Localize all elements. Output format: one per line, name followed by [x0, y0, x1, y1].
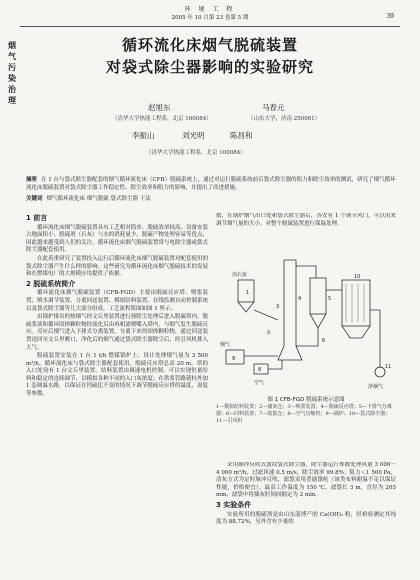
- right-column-top: [216, 213, 396, 245]
- bag-filter: [342, 280, 370, 326]
- air-label: 空气: [254, 380, 265, 386]
- label-8: 8: [258, 367, 262, 373]
- affiliation-3: （清华大学热能工程系，北京 100084）: [146, 150, 246, 156]
- page-number: 39: [386, 13, 394, 20]
- page-header: [20, 4, 400, 27]
- label-11: 11: [385, 364, 392, 370]
- author-1: 赵旭东: [148, 103, 171, 112]
- section-3-heading: 3 实验条件: [216, 500, 252, 509]
- figure-legend: 1—模拟给料装置；2—储灰仓；3—喷浆装置；4—脱硫反应塔；5—下排气分离器；6—回料装置；7—收集仓；8—空气压缩机；9—锅炉；10—袋式除尘器；11—引风机: [216, 404, 392, 424]
- abstract-label: 摘要: [26, 177, 38, 183]
- label-4: 4: [298, 296, 302, 302]
- process-diagram: [218, 250, 396, 392]
- section-tag: 烟气污染治理: [8, 41, 16, 105]
- affiliation-2: （山东大学，济南 250061）: [248, 116, 321, 122]
- flue-gas-label: 烟气: [220, 342, 231, 348]
- section-1-heading: 1 前言: [26, 214, 48, 222]
- right-column-bottom: [216, 462, 396, 574]
- clean-gas-label: 净烟气: [368, 384, 384, 390]
- author-3: 李振山: [132, 131, 155, 140]
- outlet-duct: [296, 266, 316, 278]
- lime-label: 消石灰: [232, 272, 248, 278]
- label-10: 10: [354, 274, 361, 280]
- paragraph: 采用脉冲反吹式波纹袋式除尘器，除尘器运行参数处理风量 3 000～4 000 m³/h，过滤风速 0.5 m/s，除尘效率 99.8%；阻力＜1 500 Pa，清灰方式为定时脉冲反吹，滤袋采用普通涤纶（该类布料耐温不足以保证性能，价格便宜）。最高工作温度为 150 ℃，滤袋长 3 m，直径为 205 mm，滤袋中将插灰时间间隔定为 2 min。: [216, 462, 396, 499]
- paragraph: 脱硫装置安装在 1 台 1 t/h 燃煤锅炉上，设计处理烟气量为 3 500 m³/h，循环流化床与袋式除尘器配套使用。脱硫反应塔总高 20 m，塔的入口处设有 1 台文丘里装置。结料装置由调速电机控制，可以实现恒量给料和稳定的连续调节，以模拟各种不同的入口灰浓度；在供浆管路链柱外加 1 套调温水路，以保证在钙硫比不变的情况下调节脱硫反应塔的温度，湿度等参数。: [26, 353, 208, 398]
- abstract: [26, 176, 398, 192]
- label-6: 6: [322, 338, 326, 344]
- return-line: [296, 328, 318, 346]
- left-column: [26, 213, 208, 573]
- label-9: 9: [232, 356, 236, 362]
- article-title-line-1: 循环流化床烟气脱硫装置: [121, 36, 298, 54]
- separator-cone: [310, 314, 326, 328]
- figure-caption: 图 1 CFB-FGD 脱硫系统示意图: [267, 397, 345, 403]
- issue-info: 2005 年 10 月第 23 卷第 5 期: [171, 15, 249, 21]
- separator-cyclone: [310, 278, 326, 314]
- section-2-heading: 2 脱硫系统简介: [26, 279, 76, 288]
- paragraph: 在此着重研究了装置投入运行后循环流化床烟气脱硫装置对配套使用的袋式除尘器产生什么样的影响。这些研究为循环流化床烟气脱硫技术的发展和在燃煤电厂的大规模应用提供了依据。: [26, 255, 208, 278]
- paragraph: 循环流化床烟气脱硫装置具有工艺相对简单、脱硫效率较高、设备安装占地面积小、脱硫剂（石灰）与水的消耗量少、脱硫产物处理容易等优点，因此越来越受到人们的关注。循环流化床烟气脱硫装置常与电除尘器或袋式除尘器配套使用。: [26, 224, 208, 254]
- keywords: [26, 195, 398, 203]
- air-line: [268, 360, 282, 369]
- bag-filter-hopper: [342, 326, 370, 338]
- abstract-text: 在 1 台与袋式除尘器配套的烟气循环流化床（CFB）脱硫系统上，通过对运行脱硫系统前后袋式除尘器的阻力和除尘效率的测试，研究了烟气循环流化床脱硫装置对袋式除尘器工作稳定性、除尘效率和阻力的影响，并提出了改进措施。: [26, 177, 396, 191]
- paragraph: 由锅炉排出的热烟气经文丘里装置进行预除尘处理后进入脱硫塔内。脱硫浆液和循环固体颗粒物经流化后由再相滤喷嘴入塔内，与烟气发生脱硫反应。反应后烟气进入下排式分离装置，分离下来的固体颗粒物，通过回送装置送回至文丘里喉口，净化后的烟气通过袋式除尘器除尘后，经引风机排入大气。: [26, 314, 208, 351]
- exhaust-duct: [370, 310, 380, 368]
- feed-line: [254, 310, 278, 320]
- label-3: 3: [276, 304, 280, 310]
- label-1: 1: [246, 290, 250, 296]
- label-5: 5: [328, 296, 332, 302]
- keywords-text: 烟气循环流化床 烟气脱硫 袋式除尘器 干法: [46, 196, 151, 202]
- journal-name: 环 境 工 程: [184, 6, 236, 13]
- water-label: 水: [266, 330, 272, 336]
- affiliation-1: （清华大学热能工程系，北京 100084）: [112, 116, 212, 122]
- keywords-label: 关键词: [26, 196, 43, 202]
- paragraph: 实验所用的脱硫剂是由山东淄博产的 Ca(OH)₂ 粉，经检验测定其纯度为 88.72%，另外含有少量的: [216, 511, 396, 526]
- author-4: 刘光明: [182, 131, 205, 140]
- hopper-cone: [238, 302, 254, 312]
- article-title-line-2: 对袋式除尘器影响的实验研究: [105, 58, 314, 76]
- induced-fan: [375, 367, 385, 377]
- paragraph: 循环流化床烟气脱硫装置（CFB-FGD）主要由脱硫反应塔、喷浆装置、喷水调节装置、分离回送装置、模拟结料装置、在线监测自动控制系统以及袋式除尘器等几大部分组成。工艺流程简图如图 1 所示。: [26, 290, 208, 312]
- author-2: 马春元: [262, 103, 285, 112]
- paragraph: 数，在锅炉烟气出口处和袋式除尘器后，各安有 1 个调节风门，可以用来调节烟气量的大小，对整个脱硫装置进行保温处理。: [216, 213, 396, 227]
- reactor-tower: [278, 260, 302, 360]
- author-5: 陈昌和: [230, 131, 253, 140]
